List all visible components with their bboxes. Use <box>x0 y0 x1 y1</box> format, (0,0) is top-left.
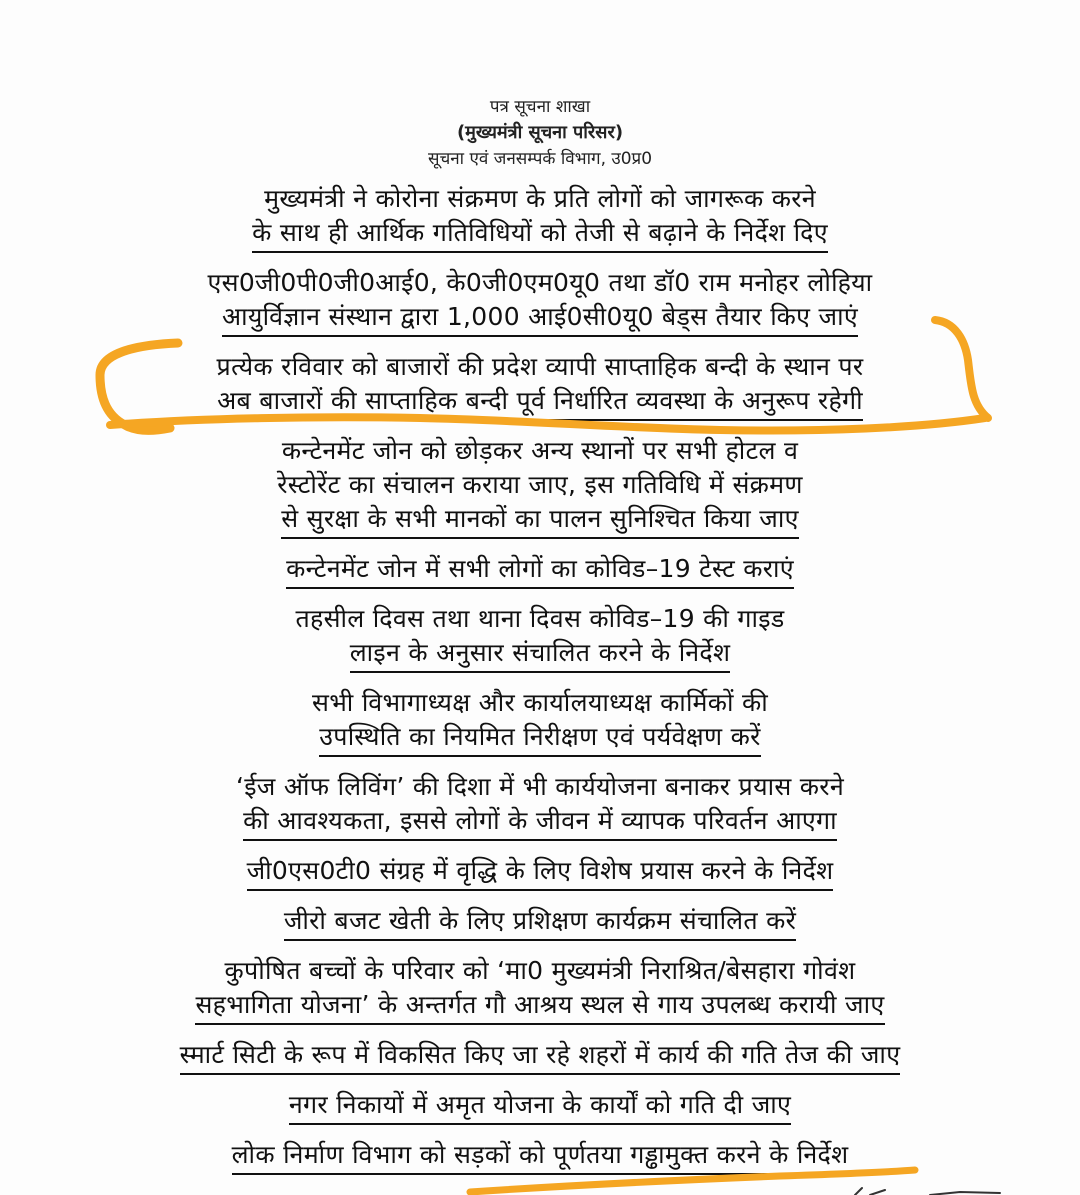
item-7-line-2: उपस्थिति का नियमित निरीक्षण एवं पर्यवेक्षण करें <box>0 720 1080 757</box>
item-7-line-1: सभी विभागाध्यक्ष और कार्यालयाध्यक्ष कार्मिकों की <box>312 688 768 717</box>
item-10-line-1: जीरो बजट खेती के लिए प्रशिक्षण कार्यक्रम संचालित करें <box>0 904 1080 941</box>
item-4-line-2: रेस्टोरेंट का संचालन कराया जाए, इस गतिविधि में संक्रमण <box>277 470 803 499</box>
item-4-line-3: से सुरक्षा के सभी मानकों का पालन सुनिश्चित किया जाए <box>0 502 1080 539</box>
item-4-line-1: कन्टेनमेंट जोन को छोड़कर अन्य स्थानों पर सभी होटल व <box>281 436 799 465</box>
item-8-line-1: ‘ईज ऑफ लिविंग’ की दिशा में भी कार्ययोजना बनाकर प्रयास करने <box>235 772 844 801</box>
item-1-line-2: के साथ ही आर्थिक गतिविधियों को तेजी से बढ़ाने के निर्देश दिए <box>0 216 1080 253</box>
item-14-line-1: लोक निर्माण विभाग को सड़कों को पूर्णतया गड्ढामुक्त करने के निर्देश <box>0 1138 1080 1175</box>
item-6-line-1: तहसील दिवस तथा थाना दिवस कोविड–19 की गाइड <box>295 604 785 633</box>
bottom-edge-marks <box>855 1188 1000 1195</box>
item-5-line-1: कन्टेनमेंट जोन में सभी लोगों का कोविड–19 टेस्ट कराएं <box>0 552 1080 589</box>
item-13-line-1: नगर निकायों में अमृत योजना के कार्यों को गति दी जाए <box>0 1088 1080 1125</box>
header-department: सूचना एवं जनसम्पर्क विभाग, उ0प्र0 <box>427 149 653 169</box>
item-2-line-2: आयुर्विज्ञान संस्थान द्वारा 1,000 आई0सी0यू0 बेड्स तैयार किए जाएं <box>0 300 1080 337</box>
item-1-line-1: मुख्यमंत्री ने कोरोना संक्रमण के प्रति लोगों को जागरूक करने <box>264 184 816 213</box>
item-8-line-2: की आवश्यकता, इससे लोगों के जीवन में व्यापक परिवर्तन आएगा <box>0 804 1080 841</box>
header-office: (मुख्यमंत्री सूचना परिसर) <box>456 122 624 143</box>
item-12-line-1: स्मार्ट सिटी के रूप में विकसित किए जा रहे शहरों में कार्य की गति तेज की जाए <box>0 1038 1080 1075</box>
item-3-line-1: प्रत्येक रविवार को बाजारों की प्रदेश व्यापी साप्ताहिक बन्दी के स्थान पर <box>216 352 864 381</box>
item-11-line-1: कुपोषित बच्चों के परिवार को ‘मा0 मुख्यमंत्री निराश्रित/बेसहारा गोवंश <box>224 956 856 985</box>
item-6-line-2: लाइन के अनुसार संचालित करने के निर्देश <box>0 636 1080 673</box>
item-3-line-2: अब बाजारों की साप्ताहिक बन्दी पूर्व निर्धारित व्यवस्था के अनुरूप रहेगी <box>0 384 1080 421</box>
item-11-line-2: सहभागिता योजना’ के अन्तर्गत गौ आश्रय स्थल से गाय उपलब्ध करायी जाए <box>0 988 1080 1025</box>
header-branch: पत्र सूचना शाखा <box>489 97 591 117</box>
item-9-line-1: जी0एस0टी0 संग्रह में वृद्धि के लिए विशेष प्रयास करने के निर्देश <box>0 854 1080 891</box>
item-2-line-1: एस0जी0पी0जी0आई0, के0जी0एम0यू0 तथा डॉ0 राम मनोहर लोहिया <box>207 268 873 297</box>
